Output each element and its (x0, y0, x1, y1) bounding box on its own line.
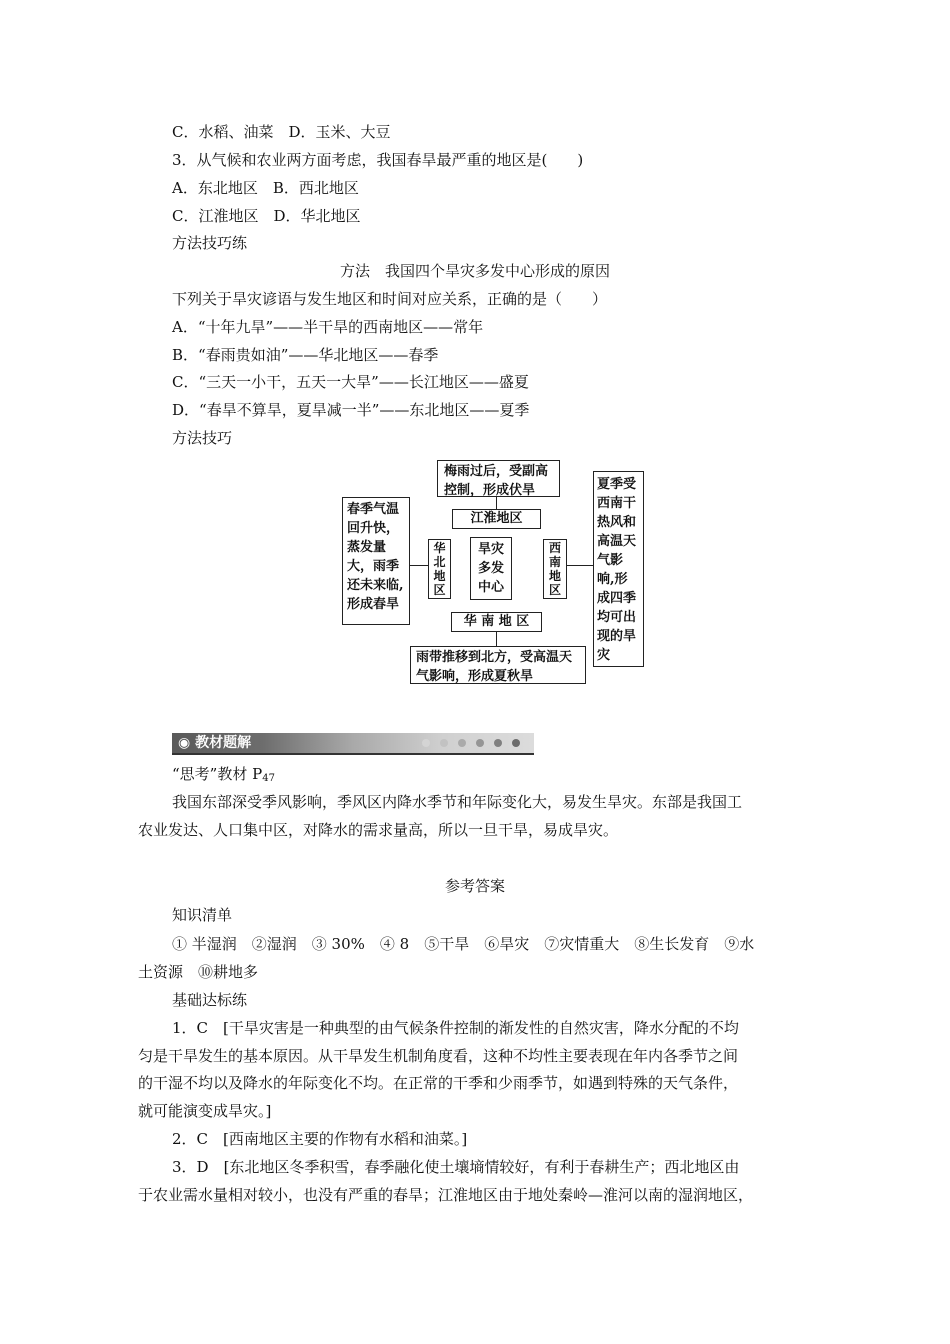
method-practice-heading: 方法技巧练 (172, 234, 248, 252)
answer-2: 2．C [西南地区主要的作物有水稻和油菜。] (172, 1130, 468, 1148)
banner-dot (512, 739, 520, 747)
method-title: 方法 我国四个旱灾多发中心形成的原因 (339, 262, 610, 280)
method-option-a: A．“十年九旱”——半干旱的西南地区——常年 (172, 318, 484, 336)
method-option-d: D．“春旱不算旱，夏旱减一半”——东北地区——夏季 (172, 401, 530, 419)
answer-1-line: 1．C [干旱灾害是一种典型的由气候条件控制的渐发性的自然灾害，降水分配的不均 (172, 1019, 739, 1037)
think-paragraph-line: 农业发达、人口集中区，对降水的需求量高，所以一旦干旱，易成旱灾。 (138, 821, 619, 839)
huabei-box: 华北地区 (428, 539, 451, 599)
connector-left (410, 565, 428, 566)
method-stem: 下列关于旱灾谚语与发生地区和时间对应关系，正确的是（ ） (172, 290, 608, 308)
method-option-b: B．“春雨贵如油”——华北地区——春季 (172, 346, 439, 364)
huanan-cause-box: 雨带推移到北方，受高温天气影响，形成夏秋旱 (410, 646, 586, 684)
xinan-box: 西南地区 (543, 539, 567, 599)
center-box: 旱灾多发中心 (470, 537, 512, 600)
answer-1-line: 就可能演变成旱灾。] (138, 1102, 272, 1120)
think-label-text: “思考”教材 P (172, 765, 263, 783)
think-paragraph-line: 我国东部深受季风影响，季风区内降水季节和年际变化大，易发生旱灾。东部是我国工 (172, 793, 743, 811)
answer-3-line: 3．D [东北地区冬季积雪，春季融化使土壤墒情较好，有利于春耕生产；西北地区由 (172, 1158, 740, 1176)
knowledge-line: ① 半湿润 ②湿润 ③ 30% ④ 8 ⑤干旱 ⑥旱灾 ⑦灾情重大 ⑧生长发育 ⑨水 (172, 935, 755, 953)
q3-options-cd: C．江淮地区 D．华北地区 (172, 207, 361, 225)
think-label (172, 764, 275, 789)
q3-options-ab: A．东北地区 B．西北地区 (172, 179, 359, 197)
think-page-number: 47 (262, 773, 275, 784)
q3-stem: 3．从气候和农业两方面考虑，我国春旱最严重的地区是( ) (172, 151, 584, 169)
answer-1-line: 的干湿不均以及降水的年际变化不均。在正常的干季和少雨季节，如遇到特殊的天气条件， (138, 1074, 739, 1092)
connector-bottom (496, 632, 497, 646)
answers-title: 参考答案 (444, 877, 505, 895)
huabei-cause-box: 春季气温回升快，蒸发量大，雨季还未来临,形成春旱 (342, 497, 410, 625)
banner-dot (440, 739, 448, 747)
jianghuai-box: 江淮地区 (452, 509, 541, 529)
banner-dot (476, 739, 484, 747)
banner-dot (494, 739, 502, 747)
knowledge-heading: 知识清单 (172, 906, 233, 924)
xinan-cause-box: 夏季受西南干热风和高温天气影响,形成四季均可出现的旱灾 (593, 471, 644, 667)
basic-heading: 基础达标练 (172, 991, 248, 1009)
jianghuai-cause-box: 梅雨过后，受副高控制，形成伏旱 (437, 460, 560, 497)
answer-1-line: 匀是干旱发生的基本原因。从干旱发生机制角度看，这种不均性主要表现在年内各季节之间 (138, 1047, 739, 1065)
q2-options-cd: C．水稻、油菜 D．玉米、大豆 (172, 123, 391, 141)
textbook-banner (172, 733, 534, 755)
banner-dot (458, 739, 466, 747)
huanan-box: 华 南 地 区 (451, 612, 542, 632)
textbook-banner-label: ◉ 教材题解 (178, 735, 252, 751)
knowledge-line: 土资源 ⑩耕地多 (138, 963, 259, 981)
method-option-c: C．“三天一小干，五天一大旱”——长江地区——盛夏 (172, 373, 529, 391)
answer-3-line: 于农业需水量相对较小，也没有严重的春旱；江淮地区由于地处秦岭—淮河以南的湿润地区， (138, 1186, 754, 1204)
method-tips-heading: 方法技巧 (172, 429, 233, 447)
connector-right (567, 565, 593, 566)
banner-dot (422, 739, 430, 747)
